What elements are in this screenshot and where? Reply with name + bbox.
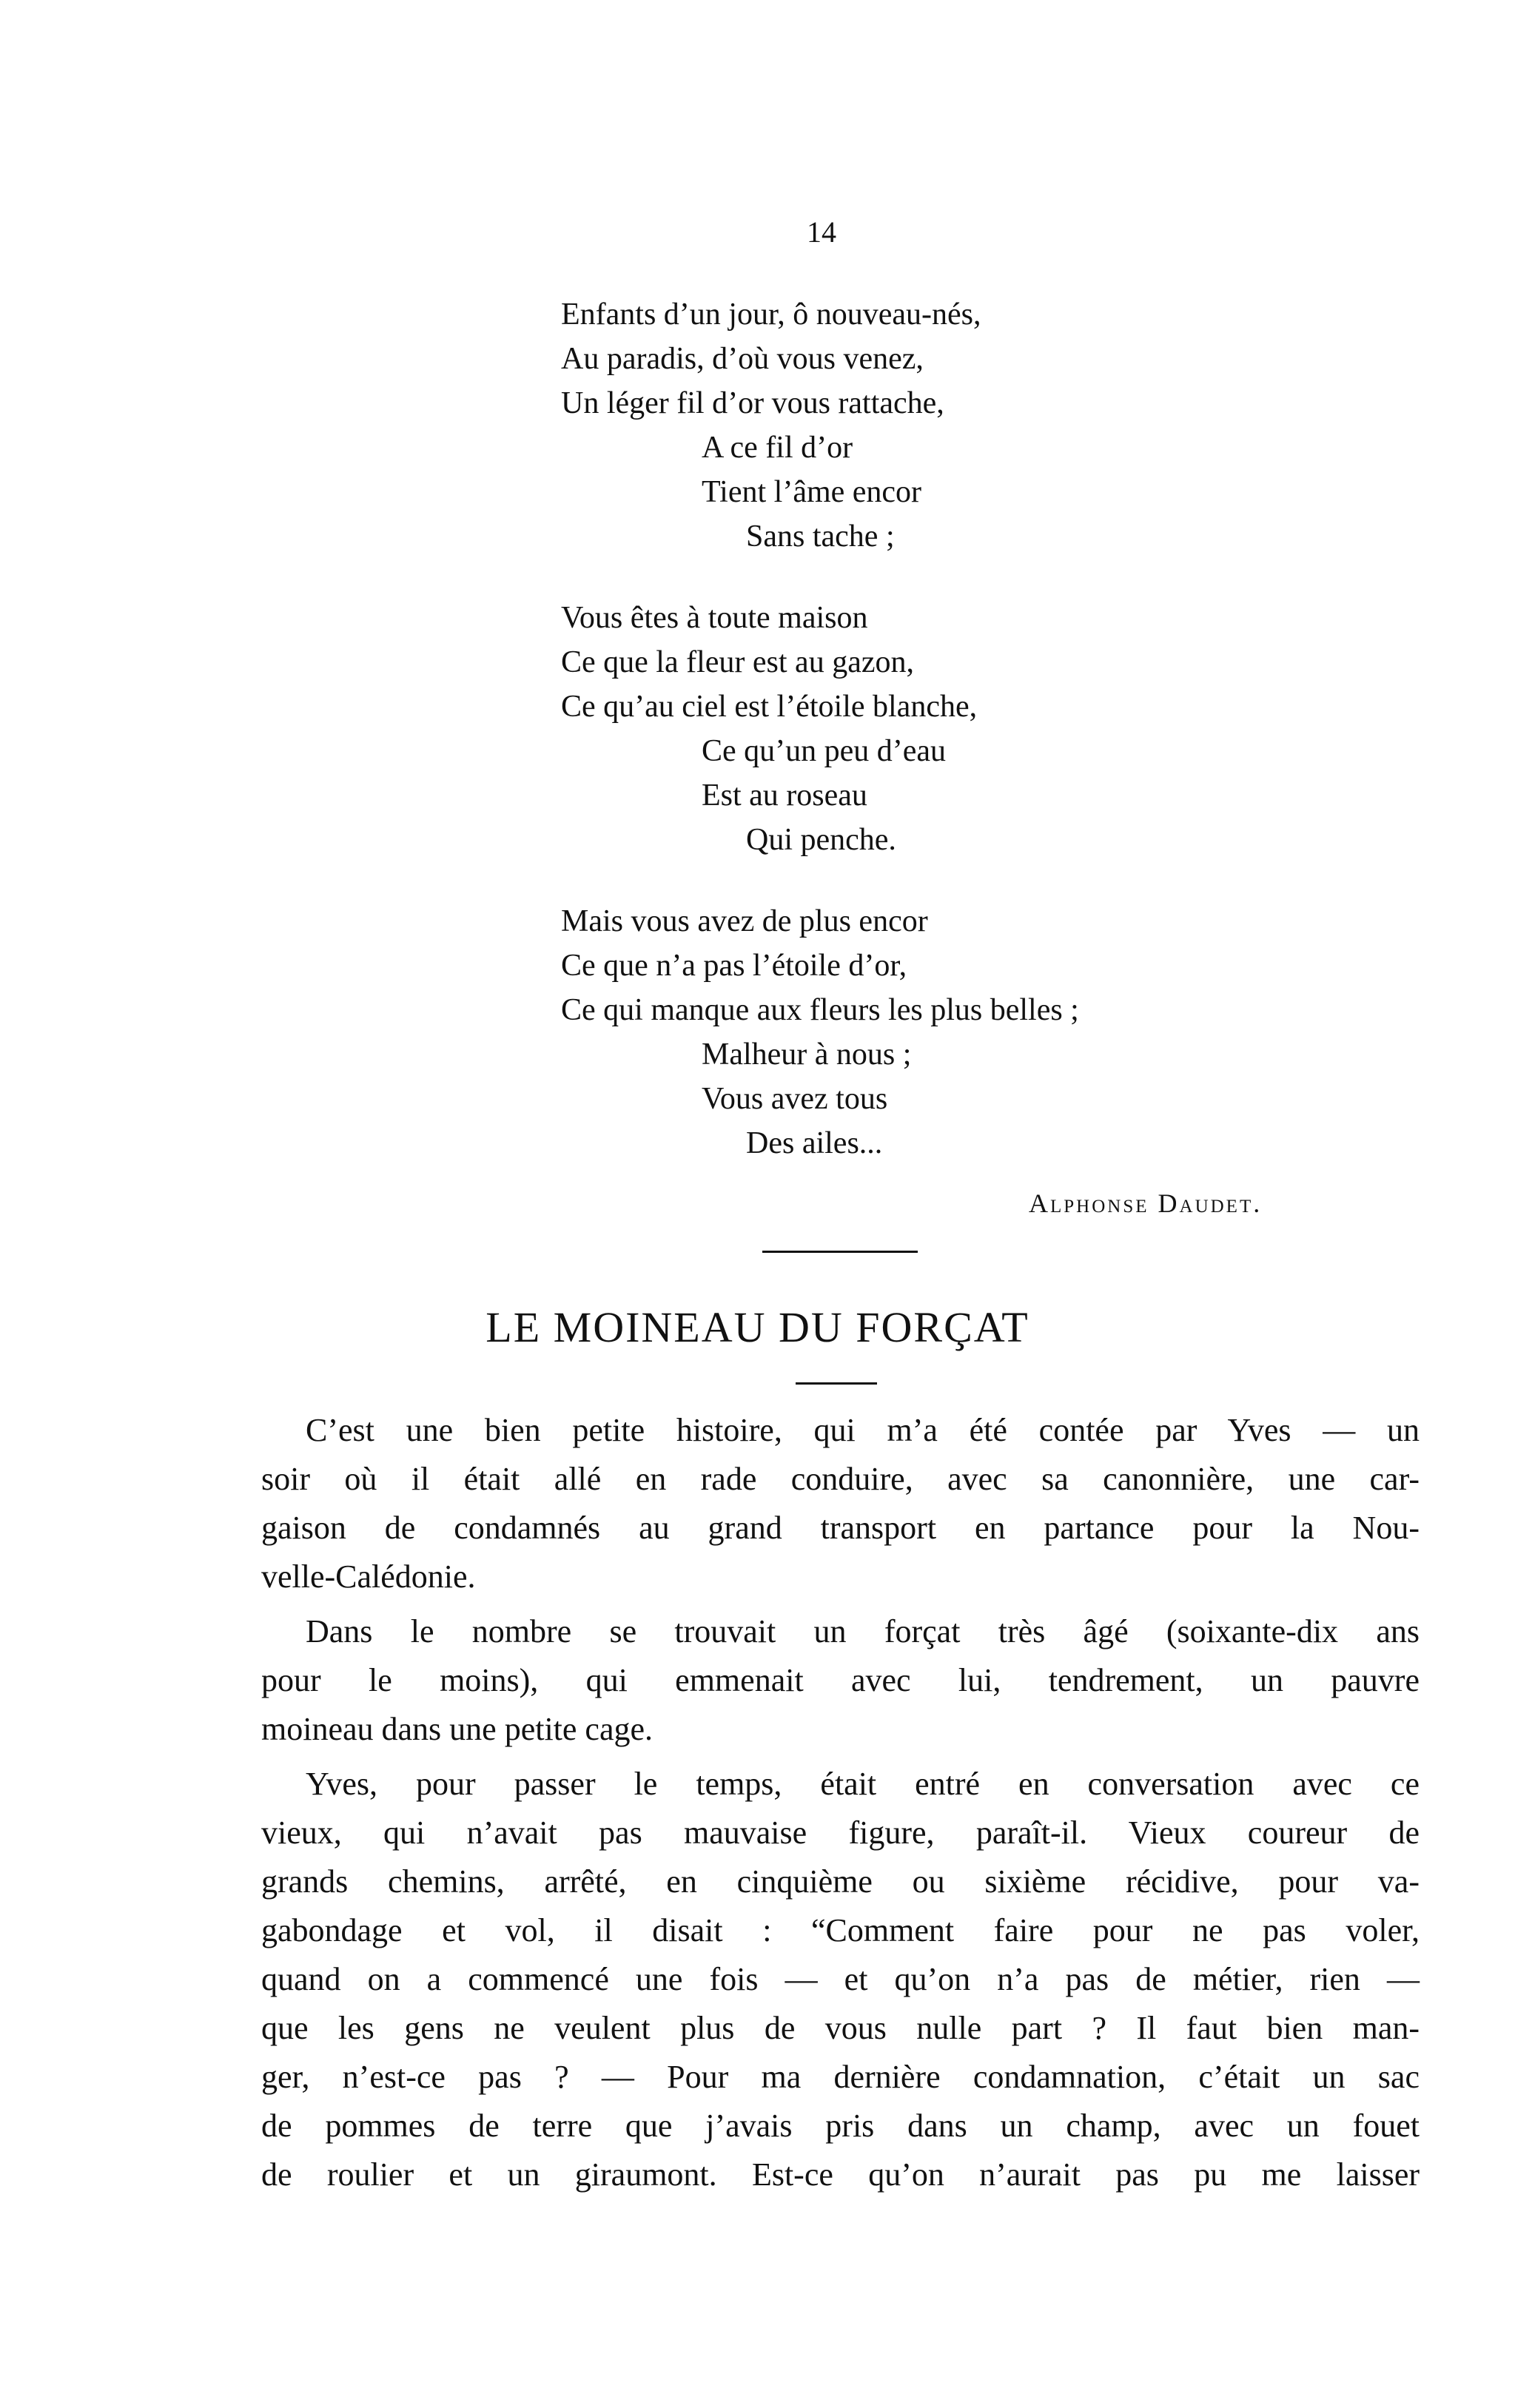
- poem-line: A ce fil d’or: [702, 431, 853, 465]
- poem-line: Ce qu’au ciel est l’étoile blanche,: [561, 690, 978, 724]
- poem-line: Sans tache ;: [746, 519, 895, 554]
- text-line: moineau dans une petite cage.: [261, 1711, 654, 1747]
- text-line: que les gens ne veulent plus de vous nulle part ? Il faut bien man-: [261, 2010, 1420, 2046]
- paragraph: [261, 1760, 1420, 2199]
- paragraph: [261, 1406, 1420, 1601]
- poem-line: Ce que n’a pas l’étoile d’or,: [561, 949, 907, 983]
- poem-stanza: [561, 596, 1079, 862]
- text-line: gabondage et vol, il disait : “Comment faire pour ne pas voler,: [261, 1912, 1420, 1948]
- poem: [561, 292, 1079, 1203]
- text-line: soir où il était allé en rade conduire, avec sa canonnière, une car-: [261, 1461, 1420, 1497]
- text-line: pour le moins), qui emmenait avec lui, tendrement, un pauvre: [261, 1662, 1420, 1698]
- title-underline: [796, 1382, 877, 1385]
- poem-line: Qui penche.: [746, 823, 896, 857]
- text-line: ger, n’est-ce pas ? — Pour ma dernière condamnation, c’était un sac: [261, 2059, 1420, 2095]
- poem-line: Est au roseau: [702, 778, 867, 813]
- poem-line: Malheur à nous ;: [702, 1037, 912, 1072]
- prose-body: [261, 1406, 1420, 2205]
- section-divider: [762, 1251, 918, 1253]
- poem-line: Ce qui manque aux fleurs les plus belles ;: [561, 993, 1079, 1027]
- text-line: de roulier et un giraumont. Est-ce qu’on n’aurait pas pu me laisser: [261, 2156, 1420, 2193]
- poem-line: Au paradis, d’où vous venez,: [561, 342, 924, 376]
- text-line: grands chemins, arrêté, en cinquième ou sixième récidive, pour va-: [261, 1863, 1420, 1900]
- poem-author: Alphonse Daudet.: [1029, 1188, 1263, 1218]
- poem-stanza: [561, 899, 1079, 1166]
- text-line: vieux, qui n’avait pas mauvaise figure, paraît-il. Vieux coureur de: [261, 1815, 1420, 1851]
- poem-stanza: [561, 292, 1079, 559]
- poem-line: Un léger fil d’or vous rattache,: [561, 386, 944, 420]
- text-line: velle-Calédonie.: [261, 1558, 476, 1595]
- page-number: 14: [807, 215, 836, 249]
- poem-line: Ce que la fleur est au gazon,: [561, 645, 914, 679]
- text-line: de pommes de terre que j’avais pris dans un champ, avec un fouet: [261, 2108, 1420, 2144]
- text-line: quand on a commencé une fois — et qu’on n’a pas de métier, rien —: [261, 1961, 1420, 1997]
- paragraph: [261, 1607, 1420, 1754]
- text-line: gaison de condamnés au grand transport en partance pour la Nou-: [261, 1510, 1420, 1546]
- poem-line: Enfants d’un jour, ô nouveau-nés,: [561, 297, 981, 332]
- poem-line: Ce qu’un peu d’eau: [702, 734, 947, 768]
- section-title: LE MOINEAU DU FORÇAT: [486, 1303, 1029, 1351]
- poem-line: Vous êtes à toute maison: [561, 601, 868, 635]
- poem-line: Des ailes...: [746, 1126, 883, 1160]
- text-line: C’est une bien petite histoire, qui m’a été contée par Yves — un: [306, 1412, 1420, 1448]
- poem-line: Mais vous avez de plus encor: [561, 904, 928, 938]
- text-line: Dans le nombre se trouvait un forçat très âgé (soixante-dix ans: [306, 1613, 1420, 1649]
- text-line: Yves, pour passer le temps, était entré en conversation avec ce: [306, 1766, 1420, 1802]
- poem-line: Tient l’âme encor: [702, 475, 922, 509]
- poem-line: Vous avez tous: [702, 1082, 888, 1116]
